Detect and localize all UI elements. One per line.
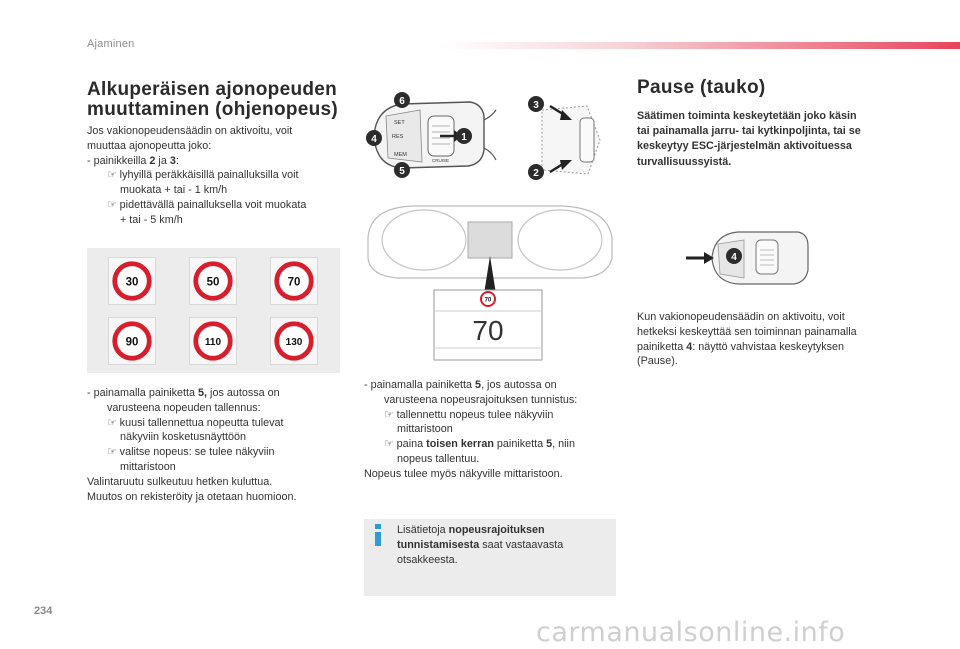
svg-text:1: 1: [461, 132, 467, 143]
speed-sign-70: [270, 257, 318, 305]
display-speed-value: 70: [472, 315, 504, 346]
svg-text:70: 70: [484, 297, 492, 304]
svg-text:4: 4: [731, 252, 737, 263]
svg-text:70: 70: [287, 276, 301, 289]
list-subitem: ☞ valitse nopeus: se tulee näkyviin: [107, 446, 275, 459]
list-subitem: ☞ pidettävällä painalluksella voit muokata: [107, 198, 307, 211]
badge-4: [366, 130, 382, 146]
pause-lever-figure: [682, 222, 812, 294]
instrument-cluster-figure: [362, 198, 616, 363]
badge-4: [726, 248, 742, 264]
list-item: - painamalla painiketta 5, jos autossa on: [364, 379, 557, 391]
display-speed-sign: [481, 292, 495, 306]
speed-sign-30: [108, 257, 156, 305]
left-lower-block: - painamalla painiketta 5, jos autossa on varusteena nopeuden tallennus: ☞ kuusi tallennettua nopeutta tulevat näkyviin kosketusnäyttöön ☞ valitse nopeus: se tulee näkyviin mittaristoon Valintaruutu sulkeutuu hetken kuluttua. Muutos on rekisteröity ja otetaan huomioon.: [87, 386, 347, 504]
header-accent-bar: [440, 42, 960, 49]
list-item: - painikkeilla 2 ja 3:: [87, 154, 179, 167]
svg-text:110: 110: [204, 336, 222, 348]
info-icon: [372, 524, 384, 546]
info-text: Lisätietoja nopeusrajoituksen tunnistamisesta saat vastaavasta otsakkeesta.: [397, 524, 564, 566]
svg-text:3: 3: [533, 100, 539, 111]
speed-sign-110: [189, 317, 237, 365]
svg-text:4: 4: [371, 134, 377, 145]
svg-text:130: 130: [285, 336, 303, 348]
svg-text:SET: SET: [394, 120, 405, 126]
left-intro-block: Jos vakionopeudensäädin on aktivoitu, voit muuttaa ajonopeutta joko: - painikkeilla 2 ja 3: ☞ lyhyillä peräkkäisillä painalluksilla voit muokata + tai - 1 km/h ☞ pidettävällä painalluksella voit muokata + tai - 5 km/h: [87, 124, 347, 228]
svg-text:30: 30: [125, 276, 139, 289]
list-subitem: ☞ paina toisen kerran painiketta 5, niin: [384, 438, 575, 451]
svg-text:50: 50: [206, 276, 220, 289]
list-subitem: ☞ tallennettu nopeus tulee näkyviin: [384, 408, 554, 421]
list-subitem: ☞ kuusi tallennettua nopeutta tulevat: [107, 416, 284, 429]
right-text-block: Kun vakionopeudensäädin on aktivoitu, voit hetkeksi keskeyttää sen toiminnan painamalla painiketta 4: näyttö vahvistaa keskeytyksen (Pause).: [637, 311, 857, 368]
svg-text:5: 5: [399, 166, 405, 177]
badge-2: [528, 164, 544, 180]
watermark: carmanualsonline.info: [536, 617, 846, 648]
page-number: 234: [34, 605, 53, 617]
speed-sign-90: [108, 317, 156, 365]
list-item: - painamalla painiketta 5, jos autossa on: [87, 387, 280, 399]
svg-text:90: 90: [125, 336, 139, 349]
speed-sign-130: [270, 317, 318, 365]
svg-text:CRUISE: CRUISE: [432, 158, 450, 163]
svg-text:RES: RES: [392, 134, 404, 140]
badge-5: [394, 162, 410, 178]
right-bold-block: Säätimen toiminta keskeytetään joko käsin tai painamalla jarru- tai kytkinpoljinta, tai se keskeytyy ESC-järjestelmän aktivoituessa turvallisuussyistä.: [637, 110, 861, 168]
svg-text:MEM: MEM: [394, 152, 407, 158]
middle-text-block: - painamalla painiketta 5, jos autossa on varusteena nopeusrajoituksen tunnistus: ☞ tallennettu nopeus tulee näkyviin mittaristoon ☞ paina toisen kerran painiketta 5, niin nopeus tallentuu. Nopeus tulee myös näkyville mittaristoon.: [364, 378, 619, 482]
section-label: Ajaminen: [87, 38, 135, 50]
badge-3: [528, 96, 544, 112]
badge-1: [456, 128, 472, 144]
left-title: Alkuperäisen ajonopeuden muuttaminen (ohjenopeus): [87, 79, 339, 120]
cruise-control-lever-figure: [362, 86, 612, 190]
speed-sign-figure: [87, 248, 340, 373]
right-title: Pause (tauko): [637, 77, 766, 98]
svg-text:6: 6: [399, 96, 405, 107]
svg-text:2: 2: [533, 168, 539, 179]
speed-sign-50: [189, 257, 237, 305]
badge-6: [394, 92, 410, 108]
list-subitem: ☞ lyhyillä peräkkäisillä painalluksilla voit: [107, 169, 299, 182]
